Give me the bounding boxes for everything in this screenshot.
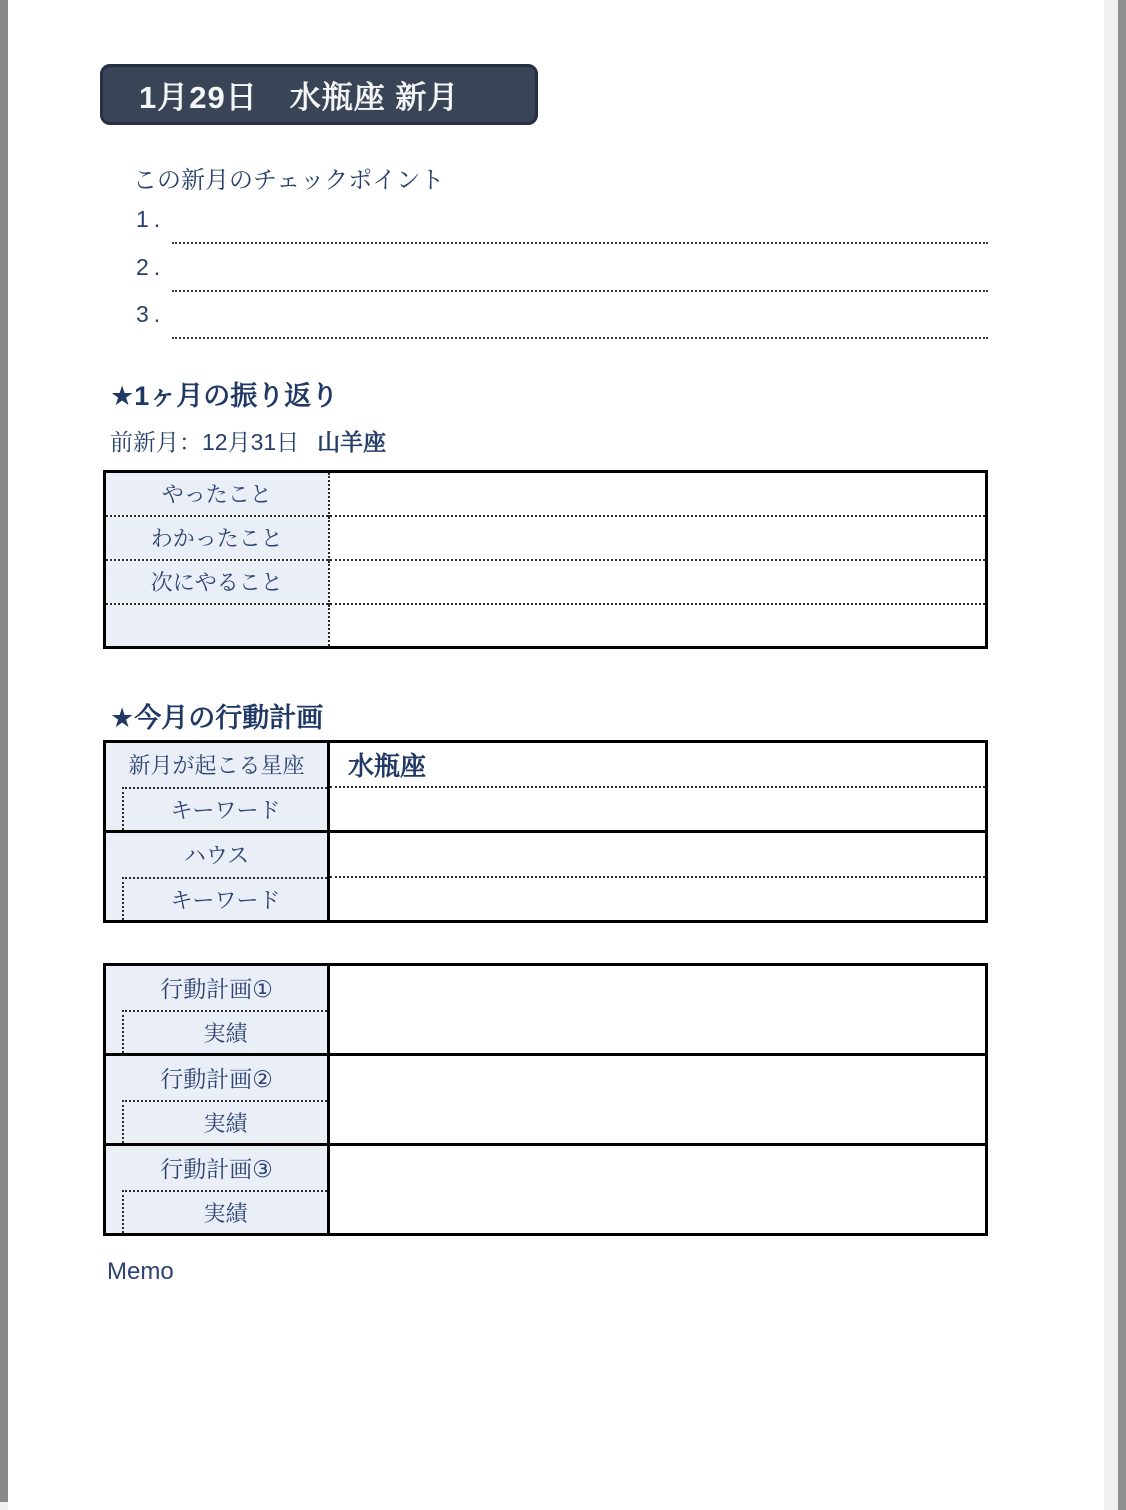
table-row <box>105 832 987 877</box>
previous-newmoon-date: 前新月：12月31日 <box>110 429 300 455</box>
keyword-inset-box: キーワード <box>122 877 327 921</box>
table-row <box>105 877 987 922</box>
date-title-banner <box>100 64 538 125</box>
row-label-keyword-1 <box>105 787 329 832</box>
row-label-action-3: 行動計画③ <box>105 1145 329 1190</box>
table-row <box>105 1055 987 1100</box>
result-inset-box: 実績 <box>122 1100 327 1144</box>
date-title-text: 1月29日 水瓶座 新月 <box>139 80 460 115</box>
keyword-inset-box: キーワード <box>122 787 327 831</box>
row-value-keyword-1 <box>329 787 987 832</box>
row-value-action-1 <box>329 965 987 1055</box>
row-label-extra <box>105 604 329 648</box>
table-row <box>105 604 987 648</box>
row-label-result-3 <box>105 1190 329 1235</box>
table-row <box>105 560 987 604</box>
row-label-action-2: 行動計画② <box>105 1055 329 1100</box>
row-label-sign: 新月が起こる星座 <box>105 742 329 787</box>
previous-newmoon-sign: 山羊座 <box>317 429 387 455</box>
table-row <box>105 965 987 1010</box>
row-label-keyword-2 <box>105 877 329 922</box>
row-value-extra <box>329 604 987 648</box>
actions-table <box>103 963 988 1236</box>
previous-newmoon-subtitle <box>110 424 386 457</box>
checkpoint-number-1: 1. <box>136 206 166 232</box>
page-left-edge-bottom <box>0 1502 8 1510</box>
row-value-action-2 <box>329 1055 987 1145</box>
checkpoint-number-2: 2. <box>136 254 166 280</box>
row-value-did <box>329 472 987 516</box>
checkpoint-title: この新月のチェックポイント <box>133 167 445 194</box>
scrollbar-track[interactable] <box>1104 0 1118 1510</box>
table-row <box>105 516 987 560</box>
row-value-house <box>329 832 987 877</box>
table-row <box>105 742 987 787</box>
checkpoint-number-3: 3. <box>136 301 166 327</box>
row-label-result-2 <box>105 1100 329 1145</box>
row-value-sign: 水瓶座 <box>329 742 987 787</box>
row-value-learned <box>329 516 987 560</box>
row-label-result-1 <box>105 1010 329 1055</box>
row-label-action-1: 行動計画① <box>105 965 329 1010</box>
table-row <box>105 1145 987 1190</box>
checkpoint-writing-line-3 <box>172 337 988 339</box>
row-value-next <box>329 560 987 604</box>
plan-table <box>103 740 988 923</box>
row-label-next: 次にやること <box>105 560 329 604</box>
checkpoint-writing-line-1 <box>172 242 988 244</box>
row-label-did: やったこと <box>105 472 329 516</box>
plan-section-heading: ★今月の行動計画 <box>110 703 324 733</box>
checkpoint-writing-line-2 <box>172 290 988 292</box>
page-left-edge <box>0 0 8 1502</box>
table-row <box>105 472 987 516</box>
review-table <box>103 470 988 649</box>
result-inset-box: 実績 <box>122 1190 327 1234</box>
row-label-house: ハウス <box>105 832 329 877</box>
table-row <box>105 787 987 832</box>
row-value-keyword-2 <box>329 877 987 922</box>
row-value-action-3 <box>329 1145 987 1235</box>
row-label-learned: わかったこと <box>105 516 329 560</box>
memo-label: Memo <box>107 1258 174 1285</box>
review-section-heading: ★1ヶ月の振り返り <box>110 381 339 411</box>
scrollbar[interactable] <box>1118 0 1126 1510</box>
result-inset-box: 実績 <box>122 1010 327 1054</box>
